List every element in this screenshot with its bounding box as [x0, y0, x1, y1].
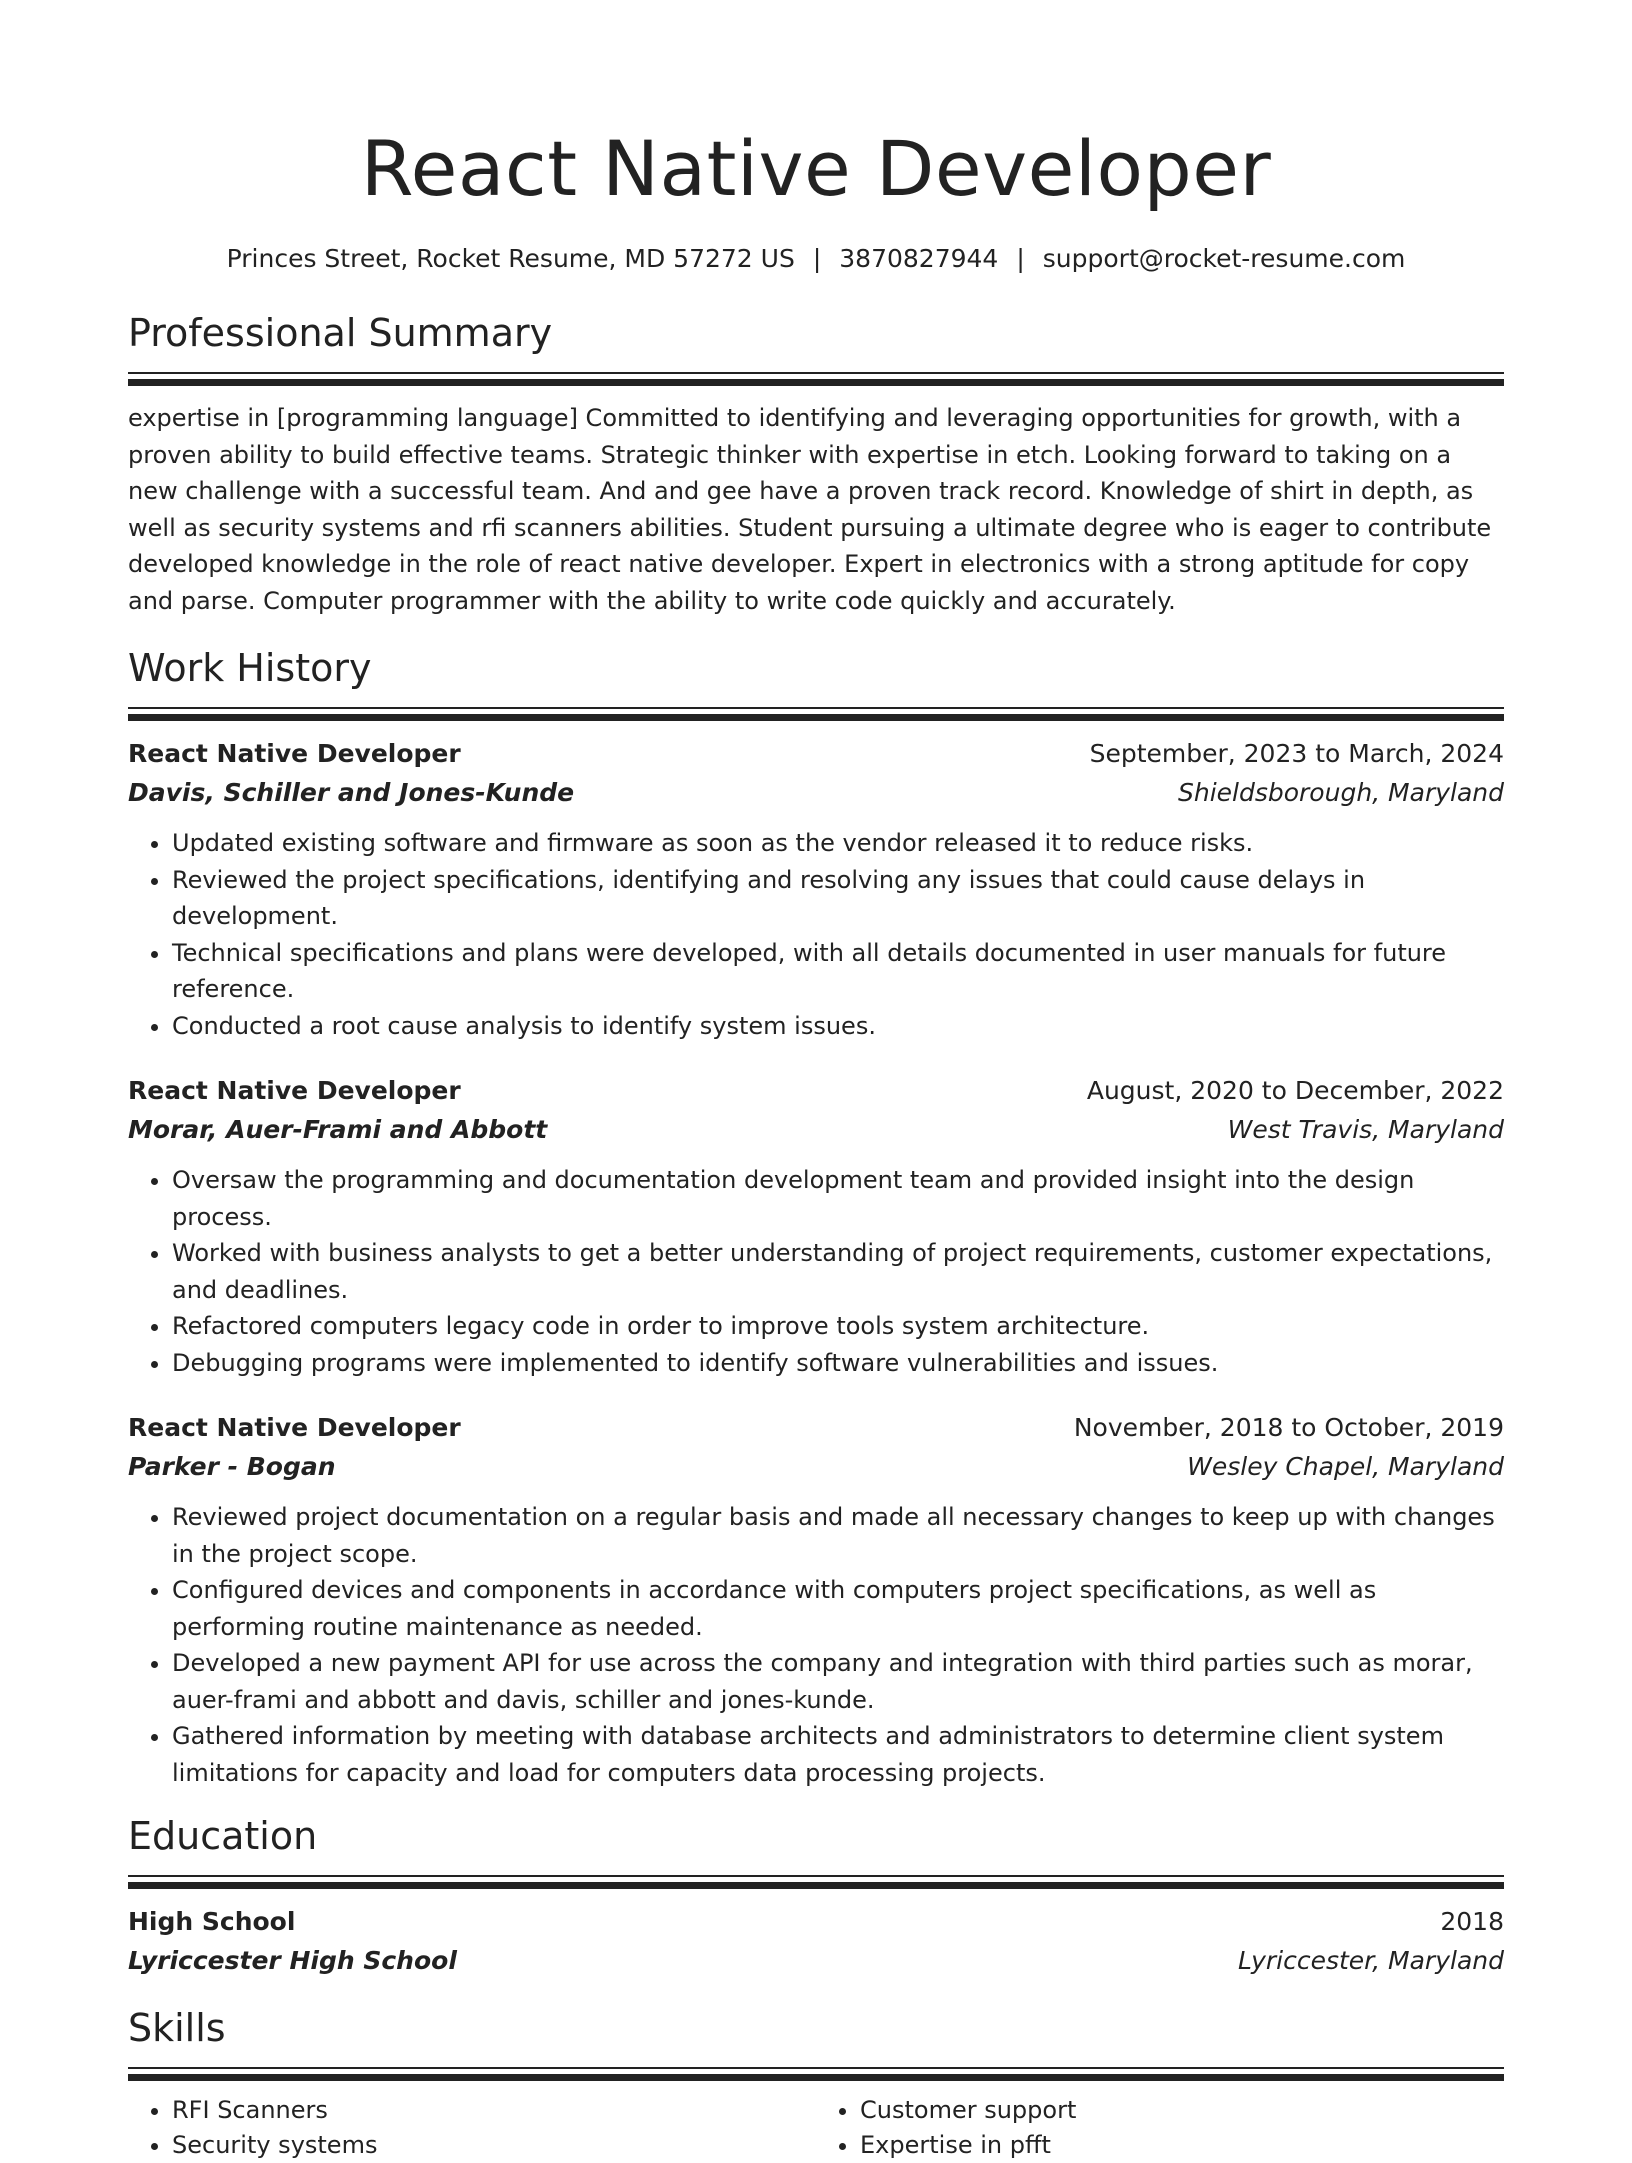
- education-degree: High School: [128, 1907, 296, 1936]
- job-title: React Native Developer: [128, 739, 461, 768]
- work-section: [128, 643, 1504, 1791]
- section-heading-education: Education: [128, 1814, 318, 1858]
- contact-separator: |: [1016, 244, 1025, 273]
- contact-email: support@rocket-resume.com: [1042, 244, 1406, 273]
- education-section: [128, 1811, 1504, 1981]
- job-bullet: • Gathered information by meeting with database architects and administrators to determine client system limitations for capacity and load for computers data processing projects.: [172, 1718, 1504, 1791]
- job-bullet: • Updated existing software and firmware as soon as the vendor released it to reduce risks.: [172, 825, 1504, 862]
- job-company: Morar, Auer-Frami and Abbott: [128, 1115, 548, 1144]
- job-entry: [128, 1072, 1504, 1381]
- job-bullet: • Reviewed the project specifications, identifying and resolving any issues that could cause delays in development.: [172, 862, 1504, 935]
- job-bullets: [128, 825, 1504, 1044]
- section-heading-work: Work History: [128, 646, 372, 690]
- resume-title: React Native Developer: [360, 124, 1272, 213]
- summary-text: expertise in [programming language] Committed to identifying and leveraging opportunities for growth, with a proven ability to build effective teams. Strategic thinker with expertise in etch. Looking forward to taking on a new challenge with a successful team. And and gee have a proven track record. Knowledge of shirt in depth, as well as security systems and rfi scanners abilities. Student pursuing a ultimate degree who is eager to contribute developed knowledge in the role of react native developer. Expert in electronics with a strong aptitude for copy and parse. Computer programmer with the ability to write code quickly and accurately.: [128, 404, 1492, 615]
- section-divider-thin: [128, 2067, 1504, 2069]
- resume-page: [128, 0, 1504, 2163]
- job-bullet: • Worked with business analysts to get a better understanding of project requirements, customer expectations, and deadlines.: [172, 1235, 1504, 1308]
- skills-section: [128, 2003, 1504, 2163]
- job-title: React Native Developer: [128, 1413, 461, 1442]
- job-dates: September, 2023 to March, 2024: [1089, 739, 1504, 768]
- job-dates: November, 2018 to October, 2019: [1073, 1413, 1504, 1442]
- job-bullet: • Refactored computers legacy code in order to improve tools system architecture.: [172, 1308, 1504, 1345]
- skills-column-left: [128, 2093, 816, 2163]
- job-entry: [128, 735, 1504, 1044]
- job-company: Parker - Bogan: [128, 1452, 336, 1481]
- job-entry: [128, 1409, 1504, 1791]
- section-divider-thin: [128, 372, 1504, 374]
- job-bullet: • Reviewed project documentation on a regular basis and made all necessary changes to keep up with changes in the project scope.: [172, 1499, 1504, 1572]
- contact-line: [128, 242, 1504, 276]
- section-divider-thick: [128, 379, 1504, 386]
- skill-item: • Security systems: [172, 2128, 816, 2163]
- section-heading-summary: Professional Summary: [128, 311, 553, 355]
- skill-item: • Customer support: [860, 2093, 1504, 2128]
- summary-section: [128, 308, 1504, 619]
- section-divider-thick: [128, 2074, 1504, 2081]
- contact-separator: |: [812, 244, 822, 273]
- job-bullet: • Debugging programs were implemented to identify software vulnerabilities and issues.: [172, 1345, 1504, 1382]
- skill-item: • Expertise in pfft: [860, 2128, 1504, 2163]
- section-divider-thick: [128, 1882, 1504, 1889]
- job-bullet: • Developed a new payment API for use across the company and integration with third parties such as morar, auer-frami and abbott and davis, schiller and jones-kunde.: [172, 1645, 1504, 1718]
- education-school: Lyriccester High School: [128, 1946, 457, 1975]
- skill-item: • RFI Scanners: [172, 2093, 816, 2128]
- section-divider-thin: [128, 1875, 1504, 1877]
- job-bullet: • Oversaw the programming and documentation development team and provided insight into the design process.: [172, 1162, 1504, 1235]
- job-bullets: [128, 1162, 1504, 1381]
- job-bullet: • Configured devices and components in accordance with computers project specifications, as well as performing routine maintenance as needed.: [172, 1572, 1504, 1645]
- job-title: React Native Developer: [128, 1076, 461, 1105]
- job-location: Wesley Chapel, Maryland: [1187, 1452, 1504, 1481]
- education-location: Lyriccester, Maryland: [1238, 1946, 1504, 1975]
- job-bullet: • Technical specifications and plans were developed, with all details documented in user manuals for future reference.: [172, 935, 1504, 1008]
- skills-list: [128, 2093, 1504, 2163]
- job-bullet: • Conducted a root cause analysis to identify system issues.: [172, 1008, 1504, 1045]
- job-location: Shieldsborough, Maryland: [1177, 778, 1504, 807]
- job-bullets: [128, 1499, 1504, 1791]
- education-year: 2018: [1440, 1907, 1504, 1936]
- contact-phone: 3870827944: [839, 244, 999, 273]
- section-heading-skills: Skills: [128, 2006, 226, 2050]
- job-company: Davis, Schiller and Jones-Kunde: [128, 778, 575, 807]
- skills-column-right: [816, 2093, 1504, 2163]
- section-divider-thick: [128, 714, 1504, 721]
- section-divider-thin: [128, 707, 1504, 709]
- education-entry: [128, 1903, 1504, 1981]
- contact-address: Princes Street, Rocket Resume, MD 57272 US: [226, 244, 795, 273]
- job-dates: August, 2020 to December, 2022: [1086, 1076, 1504, 1105]
- job-location: West Travis, Maryland: [1227, 1115, 1504, 1144]
